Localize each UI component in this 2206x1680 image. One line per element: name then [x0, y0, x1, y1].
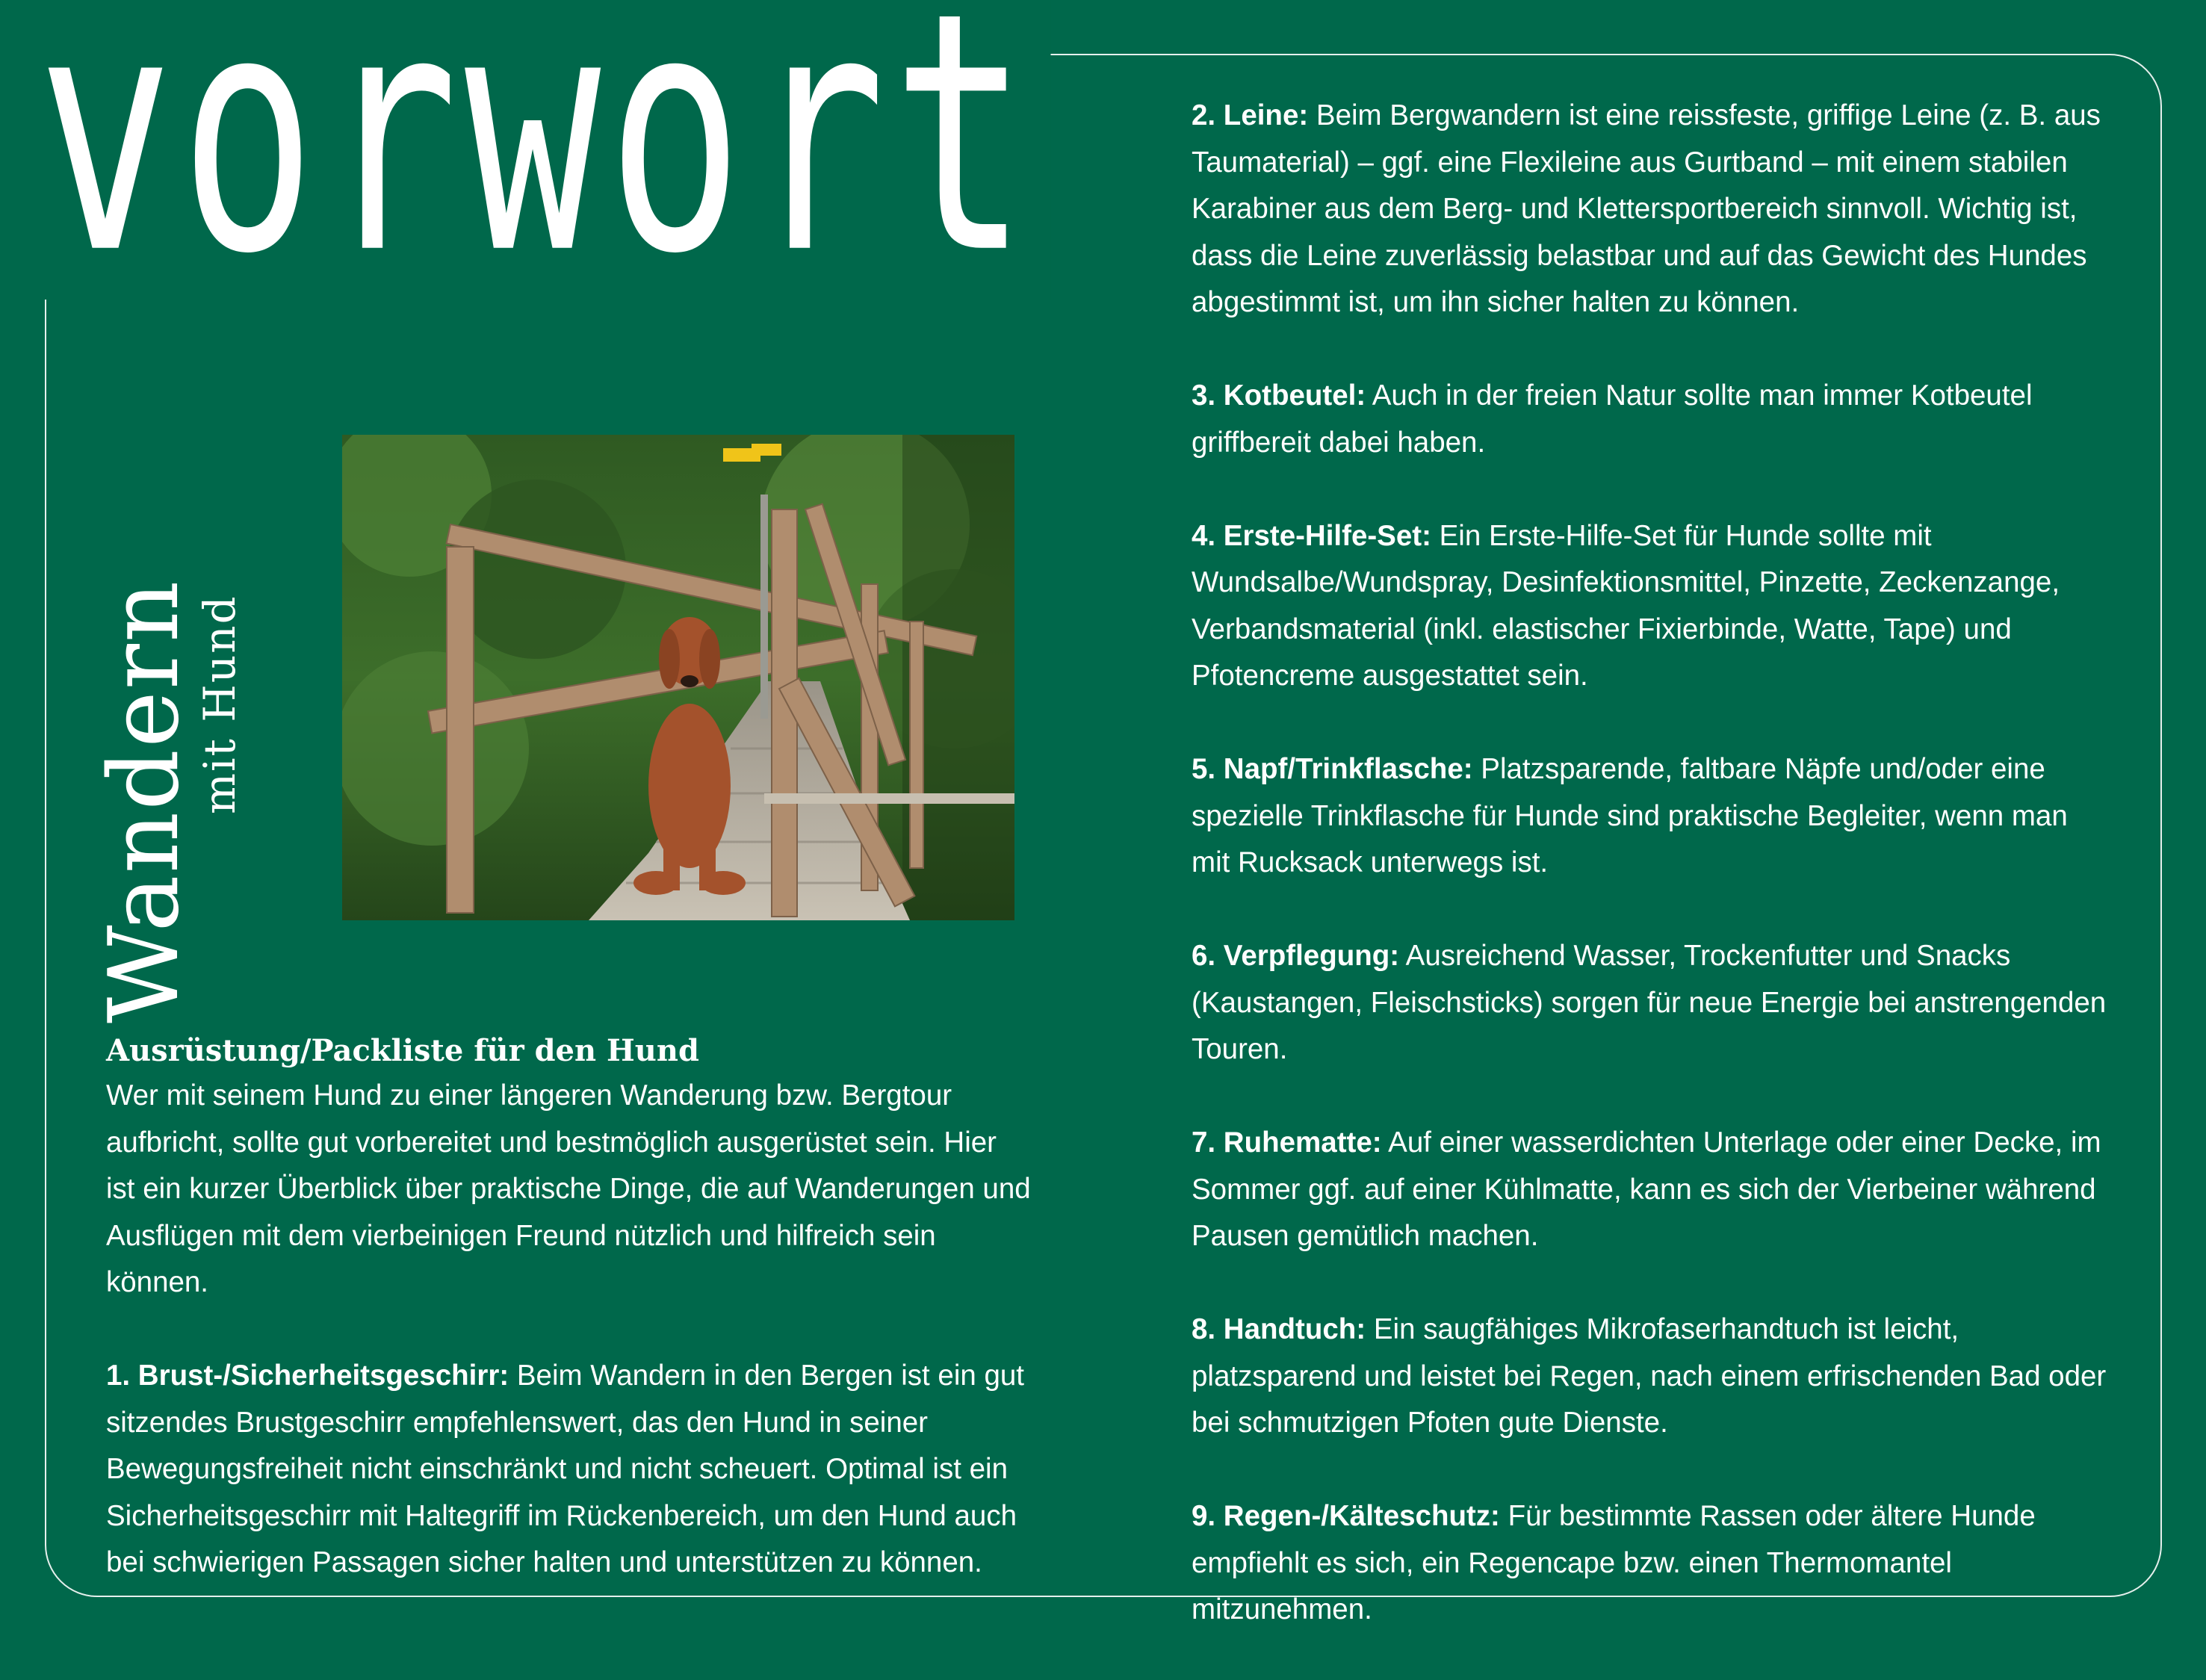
item-6-text: Ausreichend Wasser, Trockenfutter und Snacks (Kaustangen, Fleischsticks) sorgen für neue Energie bei anstrengenden Touren. [1192, 940, 2107, 1065]
item-3-text: Auch in der freien Natur sollte man immer Kotbeutel griffbereit dabei haben. [1192, 379, 2033, 459]
item-3-label: 3. Kotbeutel: [1192, 379, 1366, 412]
item-8-label: 8. Handtuch: [1192, 1313, 1366, 1345]
item-2 [1192, 93, 2110, 326]
item-5-label: 5. Napf/Trinkflasche: [1192, 753, 1473, 785]
item-8-text: Ein saugfähiges Mikrofaserhandtuch ist leicht, platzsparend und leistet bei Regen, nach einem erfrischenden Bad oder bei schmutzigen Pfoten gute Dienste. [1192, 1313, 2107, 1439]
item-9 [1192, 1493, 2110, 1634]
item-9-label: 9. Regen-/Kälteschutz: [1192, 1500, 1500, 1532]
item-6 [1192, 933, 2110, 1073]
item-4 [1192, 513, 2110, 700]
item-2-text: Beim Bergwandern ist eine reissfeste, griffige Leine (z. B. aus Taumaterial) – ggf. eine Flexileine aus Gurtband – mit einem stabilen Karabiner aus dem Berg- und Klettersportbereich sinnvoll. Wichtig ist, dass die Leine zuverlässig belastbar und auf das Gewicht des Hundes abgestimmt ist, um ihn sicher halten zu können. [1192, 99, 2101, 318]
intro-paragraph: Wer mit seinem Hund zu einer längeren Wanderung bzw. Bergtour aufbricht, sollte gut vorbereitet und bestmöglich ausgerüstet sein. Hier ist ein kurzer Überblick über praktische Dinge, die auf Wanderungen und Ausflügen mit dem vierbeinigen Freund nützlich und hilfreich sein können. [106, 1079, 1031, 1298]
item-3 [1192, 373, 2110, 466]
item-6-label: 6. Verpflegung: [1192, 940, 1400, 972]
page-title: vorwort [37, 0, 1051, 300]
item-7 [1192, 1120, 2110, 1260]
vertical-subtitle: mit Hund [194, 595, 245, 814]
right-column [1192, 93, 2110, 1680]
left-column [106, 1029, 1032, 1633]
item-8 [1192, 1307, 2110, 1447]
item-7-label: 7. Ruhematte: [1192, 1126, 1382, 1159]
dog-on-bridge-photo [342, 435, 1014, 920]
item-1-label: 1. Brust-/Sicherheitsgeschirr: [106, 1360, 509, 1392]
item-1-text: Beim Wandern in den Bergen ist ein gut sitzendes Brustgeschirr empfehlenswert, das den Hund in seiner Bewegungsfreiheit nicht einschränkt und nicht scheuert. Optimal ist ein Sicherheitsgeschirr mit Haltegriff im Rückenbereich, um den Hund auch bei schwierigen Passagen sicher halten und unterstützen zu können. [106, 1360, 1024, 1578]
item-2-label: 2. Leine: [1192, 99, 1309, 131]
packlist-heading: Ausrüstung/Packliste für den Hund [106, 1033, 699, 1068]
item-9-text: Für bestimmte Rassen oder ältere Hunde empfiehlt es sich, ein Regencape bzw. einen Thermomantel mitzunehmen. [1192, 1500, 2036, 1625]
item-5 [1192, 746, 2110, 887]
vertical-title: Wandern [89, 579, 200, 1023]
item-7-text: Auf einer wasserdichten Unterlage oder einer Decke, im Sommer ggf. auf einer Kühlmatte, kann es sich der Vierbeiner während Pausen gemütlich machen. [1192, 1126, 2101, 1252]
item-1 [106, 1353, 1032, 1587]
item-5-text: Platzsparende, faltbare Näpfe und/oder eine spezielle Trinkflasche für Hunde sind praktische Begleiter, wenn man mit Rucksack unterwegs ist. [1192, 753, 2068, 878]
vertical-title-block [89, 579, 245, 1024]
item-4-text: Ein Erste-Hilfe-Set für Hunde sollte mit Wundsalbe/Wundspray, Desinfektionsmittel, Pinzette, Zeckenzange, Verbandsmaterial (inkl. elastischer Fixierbinde, Watte, Tape) und Pfotencreme ausgestattet sein. [1192, 519, 2060, 692]
item-4-label: 4. Erste-Hilfe-Set: [1192, 519, 1431, 552]
